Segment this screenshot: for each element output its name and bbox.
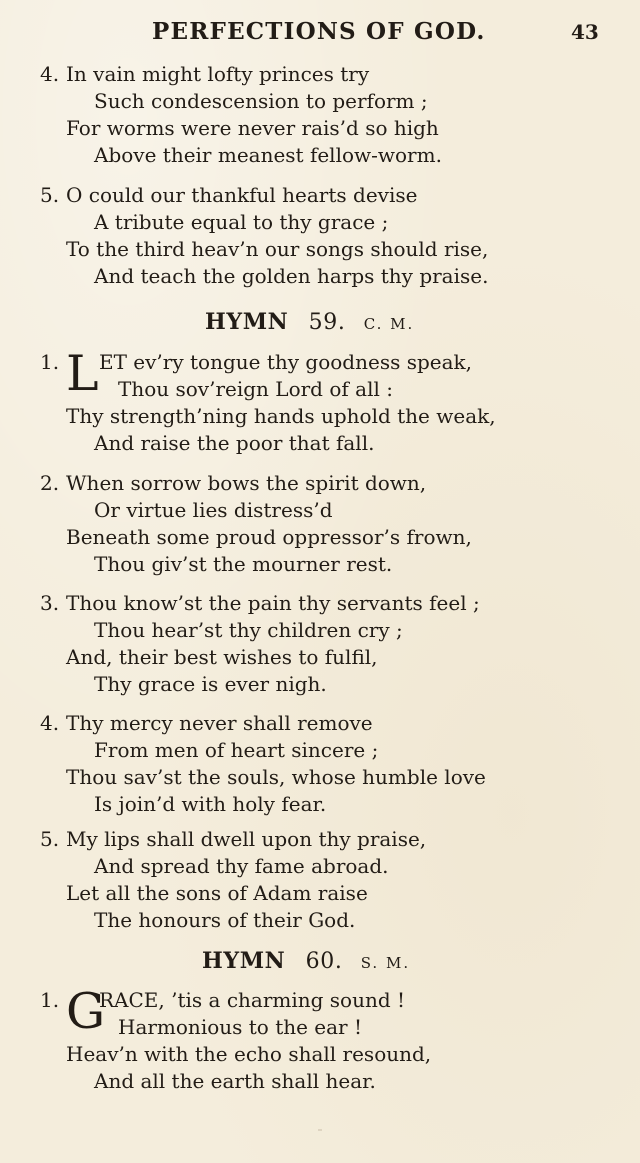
stanza-line-text: The honours of their God.	[94, 908, 356, 932]
hymn-meter: S. M.	[360, 954, 411, 972]
stanza-line	[40, 880, 620, 907]
stanza-line	[40, 142, 620, 169]
stanza-line-text: Heav’n with the echo shall resound,	[66, 1042, 432, 1066]
stanza-line-text: When sorrow bows the spirit down,	[66, 471, 427, 495]
stanza-line-text: O could our thankful hearts devise	[66, 183, 418, 207]
stanza-line	[40, 551, 620, 578]
stanza-line-text: Let all the sons of Adam raise	[66, 881, 368, 905]
stanza-number: 5.	[40, 827, 60, 851]
stanza-line-text: And raise the poor that fall.	[94, 431, 375, 455]
stanza-number: 4.	[40, 62, 60, 86]
stanza-line	[40, 1041, 620, 1068]
stanza-line	[40, 403, 620, 430]
stanza-line-text: And, their best wishes to fulfil,	[66, 645, 378, 669]
hymn-number: 59.	[308, 310, 346, 335]
stanza-line-text: Thou sav’st the souls, whose humble love	[66, 765, 486, 789]
stanza-line	[40, 430, 620, 457]
stanza-line-text: Thou hear’st thy children cry ;	[94, 618, 403, 642]
stanza-line-text: Thou giv’st the mourner rest.	[94, 552, 393, 576]
stanza-line-text: Such condescension to perform ;	[94, 89, 428, 113]
stanza-line	[40, 1014, 620, 1041]
stanza-line-text: For worms were never rais’d so high	[66, 116, 439, 140]
stanza-line	[40, 791, 620, 818]
stanza-line	[40, 826, 620, 853]
stanza-number: 5.	[40, 183, 60, 207]
stanza-line-text: In vain might lofty princes try	[66, 62, 370, 86]
stanza-line	[40, 88, 620, 115]
hymn-59-stanza-3	[40, 590, 620, 698]
stanza-line-text: Thy strength’ning hands uphold the weak,	[66, 404, 496, 428]
page-number: 43	[571, 20, 599, 44]
stanza-line-text: Thou know’st the pain thy servants feel ;	[66, 591, 480, 615]
stanza-line-text: ET ev’ry tongue thy goodness speak,	[99, 350, 473, 374]
hymn-60-heading	[202, 948, 410, 974]
stanza-4-continuation	[40, 61, 620, 169]
stanza-line-text: Thy mercy never shall remove	[66, 711, 373, 735]
stanza-line	[40, 209, 620, 236]
hymn-meter: C. M.	[363, 315, 415, 333]
hymn-60-stanza-1	[40, 983, 620, 1095]
stanza-line	[40, 737, 620, 764]
stanza-line-text: And all the earth shall hear.	[94, 1069, 376, 1093]
stanza-line	[40, 644, 620, 671]
stanza-line	[40, 376, 620, 403]
stanza-line-text: A tribute equal to thy grace ;	[94, 210, 389, 234]
stanza-line-text: RACE, ’tis a charming sound !	[99, 988, 406, 1012]
stanza-line	[40, 470, 620, 497]
stanza-number: 3.	[40, 591, 60, 615]
stanza-number: 1.	[40, 988, 60, 1012]
stanza-line-text: Is join’d with holy fear.	[94, 792, 327, 816]
hymn-59-heading	[205, 309, 414, 335]
hymn-label: HYMN	[202, 948, 286, 974]
stanza-line	[40, 497, 620, 524]
drop-cap: L	[66, 345, 99, 402]
stanza-line	[40, 61, 620, 88]
stanza-line-text: Harmonious to the ear !	[118, 1015, 363, 1039]
stanza-line	[40, 853, 620, 880]
stanza-number: 1.	[40, 350, 60, 374]
stanza-number: 2.	[40, 471, 60, 495]
stanza-line	[40, 590, 620, 617]
hymn-59-stanza-5	[40, 826, 620, 934]
hymn-label: HYMN	[205, 309, 289, 335]
running-head: PERFECTIONS OF GOD.	[152, 18, 486, 45]
stanza-line	[40, 524, 620, 551]
stanza-line	[40, 907, 620, 934]
stanza-line	[40, 671, 620, 698]
stanza-line	[40, 182, 620, 209]
hymn-59-stanza-1	[40, 345, 620, 457]
stanza-line	[40, 764, 620, 791]
drop-cap: G	[66, 983, 106, 1040]
stanza-line-text: Or virtue lies distress’d	[94, 498, 333, 522]
stanza-line-text: Thy grace is ever nigh.	[94, 672, 327, 696]
paper-mark	[318, 1129, 322, 1131]
stanza-line	[40, 710, 620, 737]
stanza-line	[40, 987, 620, 1014]
stanza-line-text: Beneath some proud oppressor’s frown,	[66, 525, 472, 549]
hymn-59-stanza-2	[40, 470, 620, 578]
stanza-line	[40, 263, 620, 290]
stanza-line-text: To the third heav’n our songs should rise,	[66, 237, 489, 261]
stanza-line	[40, 236, 620, 263]
stanza-number: 4.	[40, 711, 60, 735]
stanza-line-text: And teach the golden harps thy praise.	[94, 264, 489, 288]
hymn-59-stanza-4	[40, 710, 620, 818]
stanza-line-text: From men of heart sincere ;	[94, 738, 379, 762]
stanza-line-text: My lips shall dwell upon thy praise,	[66, 827, 427, 851]
stanza-line-text: Thou sov’reign Lord of all :	[118, 377, 393, 401]
stanza-line	[40, 349, 620, 376]
stanza-line	[40, 115, 620, 142]
stanza-line	[40, 617, 620, 644]
stanza-5-continuation	[40, 182, 620, 290]
stanza-line-text: Above their meanest fellow-worm.	[94, 143, 442, 167]
stanza-line	[40, 1068, 620, 1095]
stanza-line-text: And spread thy fame abroad.	[94, 854, 389, 878]
hymn-number: 60.	[305, 949, 343, 974]
